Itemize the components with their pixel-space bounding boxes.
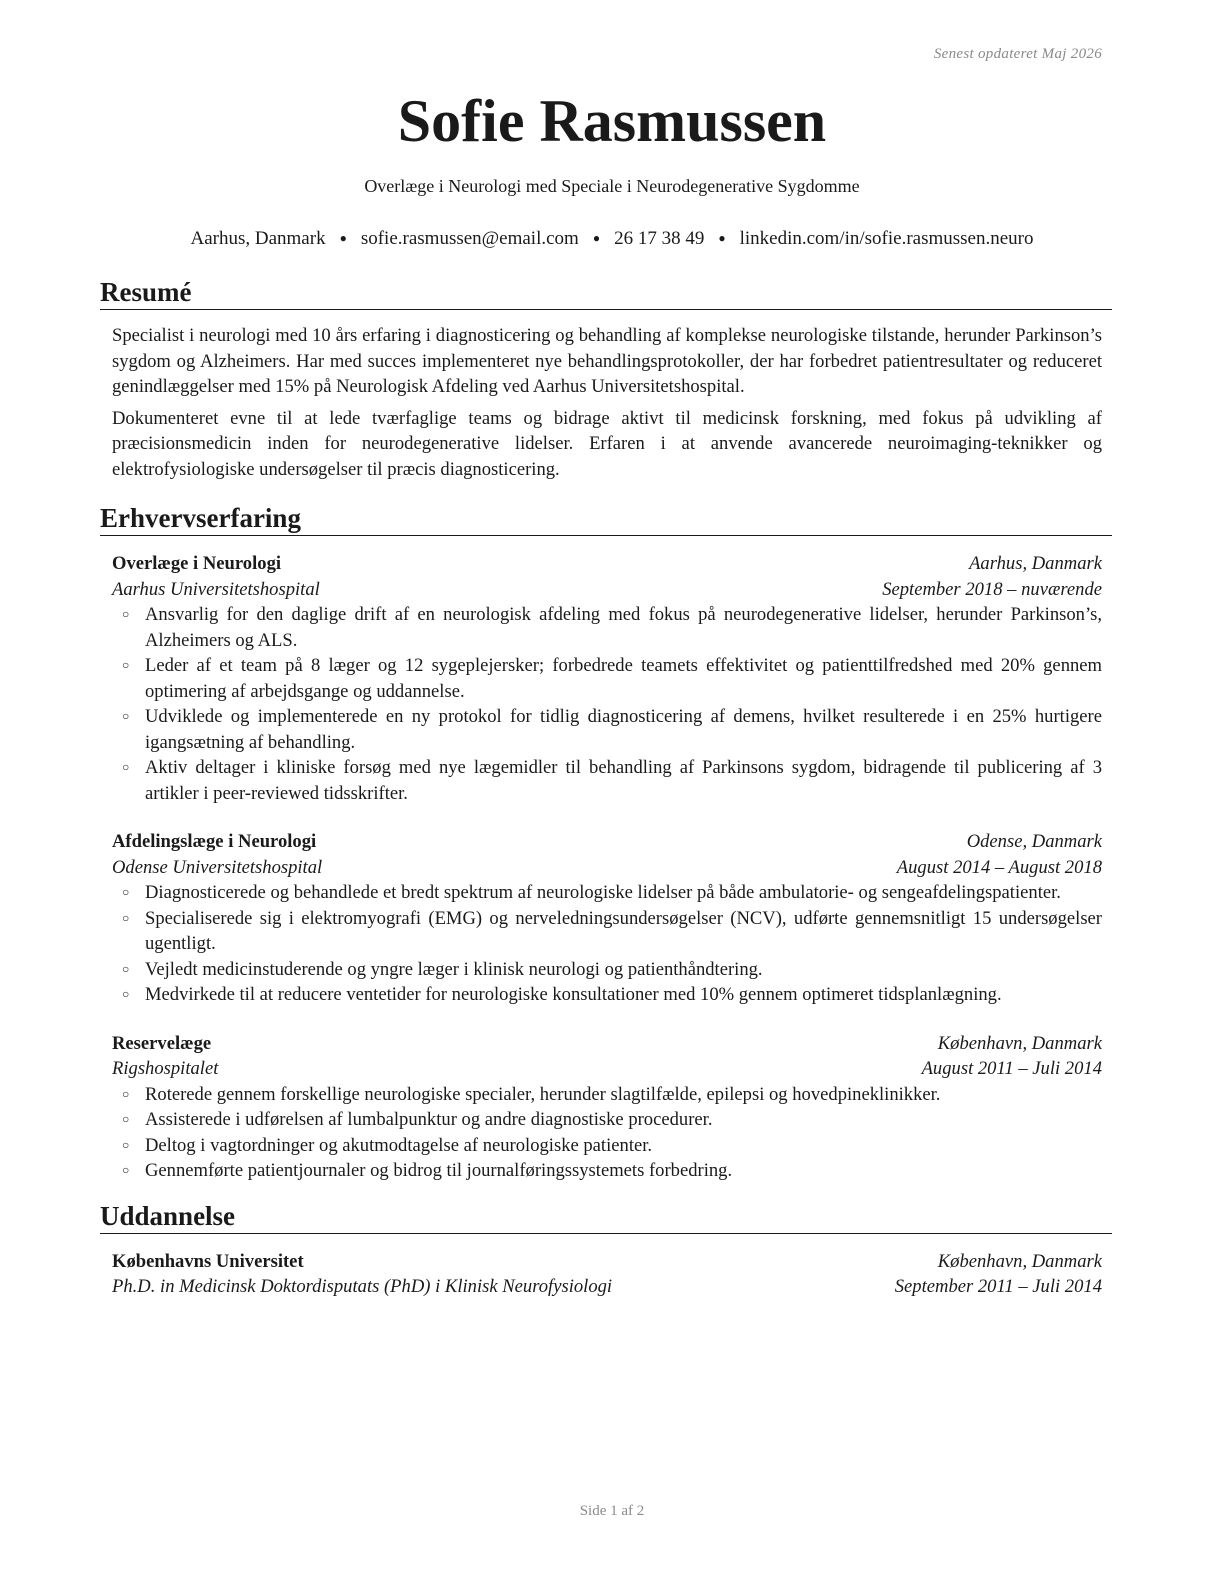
hollow-circle-bullet-icon: ○ xyxy=(122,607,130,621)
job-header-row xyxy=(112,551,1102,577)
hollow-circle-bullet-icon: ○ xyxy=(122,760,130,774)
job-dates: August 2011 – Juli 2014 xyxy=(921,1058,1102,1079)
separator-dot-icon: ● xyxy=(592,231,601,245)
job-dates: August 2014 – August 2018 xyxy=(896,856,1102,878)
list-item xyxy=(112,906,1102,957)
last-updated-note: Senest opdateret Maj 2026 xyxy=(933,46,1102,62)
bullet-text: Ansvarlig for den daglige drift af en neurologisk afdeling med fokus på neurodegenerative lidelser, herunder Parkinson’s, Alzheimers og ALS. xyxy=(145,604,1102,651)
bullet-text: Diagnosticerede og behandlede et bredt spektrum af neurologiske lidelser på både ambulatorie- og sengeafdelingspatienter. xyxy=(145,882,1061,903)
list-item xyxy=(112,957,1102,983)
hollow-circle-bullet-icon: ○ xyxy=(122,910,130,925)
section-title-experience: Erhvervserfaring xyxy=(100,502,1112,536)
separator-dot-icon: ● xyxy=(718,231,726,245)
experience-section xyxy=(100,502,1112,1184)
contact-phone: 26 17 38 49 xyxy=(614,228,705,249)
contact-linkedin[interactable]: linkedin.com/in/sofie.rasmussen.neuro xyxy=(739,228,1034,249)
job-title: Afdelingslæge i Neurologi xyxy=(112,831,317,852)
job-entry xyxy=(112,551,1102,806)
hollow-circle-bullet-icon: ○ xyxy=(122,987,130,1001)
professional-title: Overlæge i Neurologi med Speciale i Neurodegenerative Sygdomme xyxy=(364,176,860,196)
job-subheader-row xyxy=(112,855,1102,881)
list-item xyxy=(112,653,1102,704)
bullet-text: Vejledt medicinstuderende og yngre læger i klinisk neurologi og patienthåndtering. xyxy=(145,958,763,980)
job-bullet-list xyxy=(112,1082,1102,1184)
education-dates: September 2011 – Juli 2014 xyxy=(894,1276,1102,1297)
job-organization: Rigshospitalet xyxy=(112,1058,219,1079)
page-number: Side 1 af 2 xyxy=(579,1503,645,1519)
job-entry xyxy=(112,829,1102,1008)
hollow-circle-bullet-icon: ○ xyxy=(122,1112,130,1126)
education-header-row xyxy=(112,1249,1102,1275)
list-item xyxy=(112,602,1102,653)
job-bullet-list xyxy=(112,880,1102,1008)
job-bullet-list xyxy=(112,602,1102,806)
list-item xyxy=(112,1082,1102,1108)
list-item xyxy=(112,1133,1102,1159)
job-organization: Odense Universitetshospital xyxy=(112,856,323,878)
job-header-row xyxy=(112,1031,1102,1057)
job-title: Overlæge i Neurologi xyxy=(112,553,282,574)
school-location: København, Danmark xyxy=(937,1250,1102,1272)
bullet-text: Leder af et team på 8 læger og 12 sygeplejersker; forbedrede teamets effektivitet og patienttilfredshed med 20% gennem optimering af arbejdsgange og uddannelse. xyxy=(145,655,1102,702)
job-subheader-row xyxy=(112,577,1102,603)
job-location: København, Danmark xyxy=(937,1032,1102,1054)
summary-section xyxy=(100,276,1112,482)
job-subheader-row xyxy=(112,1056,1102,1082)
education-entry xyxy=(112,1249,1102,1300)
job-location: Aarhus, Danmark xyxy=(969,553,1102,574)
job-location: Odense, Danmark xyxy=(966,831,1102,852)
education-subheader-row xyxy=(112,1274,1102,1300)
list-item xyxy=(112,755,1102,806)
job-dates: September 2018 – nuværende xyxy=(882,578,1102,600)
contact-email[interactable]: sofie.rasmussen@email.com xyxy=(360,228,579,249)
contact-location: Aarhus, Danmark xyxy=(190,228,326,249)
section-title-summary: Resumé xyxy=(100,276,1112,310)
job-header-row xyxy=(112,829,1102,855)
bullet-text: Assisterede i udførelsen af lumbalpunktur og andre diagnostiske procedurer. xyxy=(145,1109,713,1130)
hollow-circle-bullet-icon: ○ xyxy=(122,1163,130,1177)
bullet-text: Udviklede og implementerede en ny protokol for tidlig diagnosticering af demens, hvilket resulterede i en 25% hurtigere igangsætning af behandling. xyxy=(145,706,1102,753)
bullet-text: Gennemførte patientjournaler og bidrog til journalføringssystemets forbedring. xyxy=(145,1160,733,1181)
school-name: Københavns Universitet xyxy=(112,1250,304,1272)
list-item xyxy=(112,1158,1102,1184)
job-entry xyxy=(112,1031,1102,1184)
hollow-circle-bullet-icon: ○ xyxy=(122,885,130,899)
separator-dot-icon: ● xyxy=(339,231,347,245)
list-item xyxy=(112,704,1102,755)
summary-paragraph: Dokumenteret evne til at lede tværfaglige teams og bidrage aktivt til medicinsk forskning, med fokus på udvikling af præcisionsmedicin inden for neurodegenerative lidelser. Erfaren i at anvende avancerede neuroimaging-teknikker og elektrofysiologiske undersøgelser til præcis diagnosticering. xyxy=(112,407,1102,480)
list-item xyxy=(112,1107,1102,1133)
bullet-text: Specialiserede sig i elektromyografi (EMG) og nerveledningsundersøgelser (NCV), udførte gennemsnitligt 15 undersøgelser ugentligt. xyxy=(145,907,1102,954)
hollow-circle-bullet-icon: ○ xyxy=(122,961,130,976)
bullet-text: Deltog i vagtordninger og akutmodtagelse af neurologiske patienter. xyxy=(145,1134,653,1156)
job-title: Reservelæge xyxy=(112,1032,212,1054)
hollow-circle-bullet-icon: ○ xyxy=(122,658,130,672)
summary-paragraph: Specialist i neurologi med 10 års erfaring i diagnosticering og behandling af komplekse neurologiske tilstande, herunder Parkinson’s sygdom og Alzheimers. Har med succes implementeret nye behandlingsprotokoller, der har forbedret patientresultater og reduceret genindlæggelser med 15% på Neurologisk Afdeling ved Aarhus Universitetshospital. xyxy=(112,325,1102,397)
hollow-circle-bullet-icon: ○ xyxy=(122,1086,130,1101)
job-organization: Aarhus Universitetshospital xyxy=(112,578,320,600)
contact-line xyxy=(0,228,1224,250)
education-section xyxy=(100,1200,1112,1300)
bullet-text: Medvirkede til at reducere ventetider for neurologiske konsultationer med 10% gennem optimeret tidsplanlægning. xyxy=(145,984,1002,1005)
bullet-text: Roterede gennem forskellige neurologiske specialer, herunder slagtilfælde, epilepsi og hovedpineklinikker. xyxy=(145,1083,941,1105)
section-title-education: Uddannelse xyxy=(100,1200,1112,1234)
list-item xyxy=(112,982,1102,1008)
candidate-name: Sofie Rasmussen xyxy=(397,88,827,154)
bullet-text: Aktiv deltager i kliniske forsøg med nye lægemidler til behandling af Parkinsons sygdom, bidragende til publicering af 3 artikler i peer-reviewed tidsskrifter. xyxy=(145,757,1102,804)
list-item xyxy=(112,880,1102,906)
degree: Ph.D. in Medicinsk Doktordisputats (PhD) i Klinisk Neurofysiologi xyxy=(112,1276,613,1297)
hollow-circle-bullet-icon: ○ xyxy=(122,709,130,723)
resume-body xyxy=(100,276,1112,1300)
hollow-circle-bullet-icon: ○ xyxy=(122,1137,130,1152)
